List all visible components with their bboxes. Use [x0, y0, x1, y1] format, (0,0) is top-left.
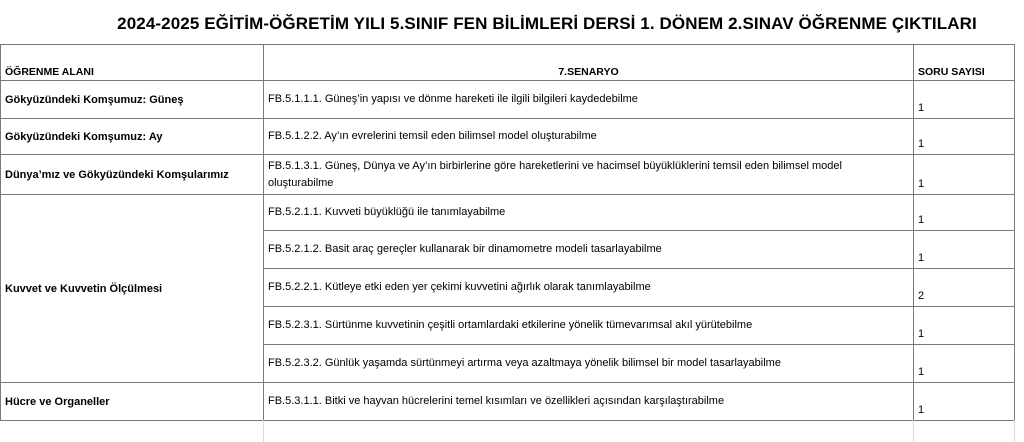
table-row: [1, 195, 1015, 231]
header-count: SORU SAYISI: [914, 45, 1015, 81]
outcome-cell: FB.5.1.3.1. Güneş, Dünya ve Ay’ın birbirlerine göre hareketlerini ve hacimsel büyüklüklerini temsil eden bilimsel model oluşturabilme: [264, 155, 914, 195]
outcome-cell: FB.5.2.3.1. Sürtünme kuvvetinin çeşitli ortamlardaki etkilerine yönelik tümevarımsal akıl yürütebilme: [264, 307, 914, 345]
count-cell: 1: [914, 383, 1015, 421]
count-cell: 1: [914, 307, 1015, 345]
outcome-cell: FB.5.1.1.1. Güneş’in yapısı ve dönme hareketi ile ilgili bilgileri kaydedebilme: [264, 81, 914, 119]
count-cell: 1: [914, 119, 1015, 155]
area-cell: Kuvvet ve Kuvvetin Ölçülmesi: [1, 195, 264, 383]
outcomes-table: [0, 44, 1015, 421]
count-cell: 1: [914, 231, 1015, 269]
table-row: [1, 81, 1015, 119]
header-area: ÖĞRENME ALANI: [1, 45, 264, 81]
empty-cell: [263, 420, 914, 442]
area-cell: Dünya’mız ve Gökyüzündeki Komşularımız: [1, 155, 264, 195]
table-row: [1, 383, 1015, 421]
count-cell: 1: [914, 81, 1015, 119]
table-row: [1, 119, 1015, 155]
count-cell: 1: [914, 345, 1015, 383]
table-row: [1, 155, 1015, 195]
count-cell: 1: [914, 155, 1015, 195]
empty-cell: [913, 420, 1015, 442]
outcome-cell: FB.5.2.1.2. Basit araç gereçler kullanarak bir dinamometre modeli tasarlayabilme: [264, 231, 914, 269]
count-cell: 2: [914, 269, 1015, 307]
outcome-cell: FB.5.2.2.1. Kütleye etki eden yer çekimi kuvvetini ağırlık olarak tanımlayabilme: [264, 269, 914, 307]
outcome-cell: FB.5.2.3.2. Günlük yaşamda sürtünmeyi artırma veya azaltmaya yönelik bilimsel bir model tasarlayabilme: [264, 345, 914, 383]
outcome-cell: FB.5.2.1.1. Kuvveti büyüklüğü ile tanımlayabilme: [264, 195, 914, 231]
empty-spreadsheet-row: [0, 420, 1024, 442]
header-scenario: 7.SENARYO: [264, 45, 914, 81]
outcome-cell: FB.5.1.2.2. Ay’ın evrelerini temsil eden bilimsel model oluşturabilme: [264, 119, 914, 155]
header-row: [1, 45, 1015, 81]
area-cell: Hücre ve Organeller: [1, 383, 264, 421]
outcome-cell: FB.5.3.1.1. Bitki ve hayvan hücrelerini temel kısımları ve özellikleri açısından karşılaştırabilme: [264, 383, 914, 421]
area-cell: Gökyüzündeki Komşumuz: Güneş: [1, 81, 264, 119]
area-cell: Gökyüzündeki Komşumuz: Ay: [1, 119, 264, 155]
page-title: 2024-2025 EĞİTİM-ÖĞRETİM YILI 5.SINIF FEN BİLİMLERİ DERSİ 1. DÖNEM 2.SINAV ÖĞRENME ÇIKTILARI: [117, 14, 977, 33]
empty-cell: [0, 420, 264, 442]
count-cell: 1: [914, 195, 1015, 231]
